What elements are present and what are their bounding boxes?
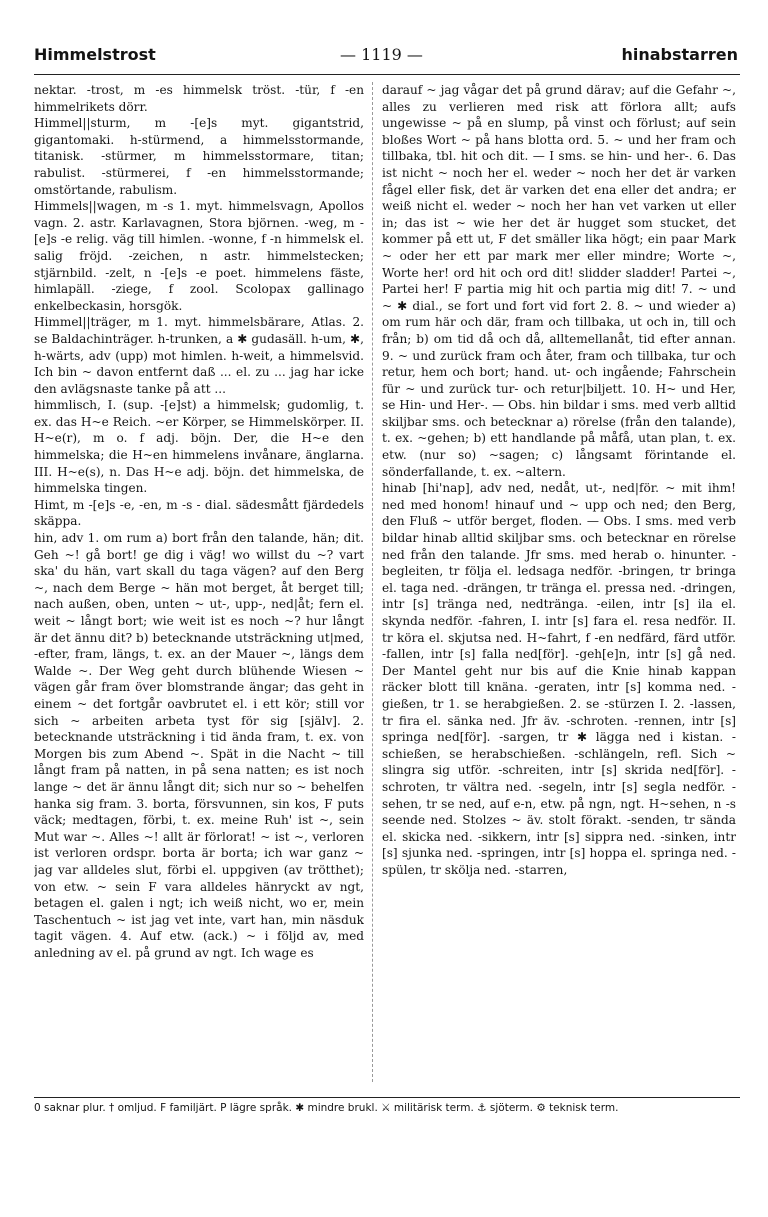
right-column [382,82,736,1082]
header-rule [34,74,740,75]
header-right-headword: hinabstarren [621,45,738,64]
entry: hinab [hi'nap], adv ned, nedåt, ut-, ned|för. ~ mit ihm! ned med honom! hinauf und ~ upp och ned; den Berg, den Fluß ~ utför berget, floden. — Obs. I sms. med verb bildar hinab alltid skiljbar sms. och betecknar en rörelse ned från den talande. Jfr sms. med herab o. hinunter. -begleiten, tr följa el. ledsaga nedför. -bringen, tr bringa el. taga ned. -drängen, tr tränga el. pressa ned. -dringen, intr [s] tränga ned, nedtränga. -eilen, intr [s] ila el. skynda nedför. -fahren, I. intr [s] fara el. resa nedför. II. tr köra el. skjutsa ned. H~fahrt, f -en nedfärd, färd utför. -fallen, intr [s] falla ned[för]. -geh[e]n, intr [s] gå ned. Der Mantel geht nur bis auf die Knie hinab kappan räcker blott till knäna. -geraten, intr [s] komma ned. -gießen, tr 1. se herabgießen. 2. se -stürzen I. 2. -lassen, tr fira el. sänka ned. Jfr äv. -schroten. -rennen, intr [s] springa ned[för]. -sargen, tr ✱ lägga ned i kistan. -schießen, se herabschießen. -schlängeln, refl. Sich ~ slingra sig utför. -schreiten, intr [s] skrida ned[för]. -schroten, tr vältra ned. -segeln, intr [s] segla nedför. -sehen, tr se ned, auf e-n, etw. på ngn, ngt. H~sehen, n -s seende ned. Stolzes ~ äv. stolt förakt. -senden, tr sända el. skicka ned. -sikkern, intr [s] sippra ned. -sinken, intr [s] sjunka ned. -springen, intr [s] hoppa el. springa ned. -spülen, tr skölja ned. -starren, [382,481,736,877]
entry: Himmels||wagen, m -s 1. myt. himmelsvagn, Apollos vagn. 2. astr. Karlavagnen, Stora björnen. -weg, m -[e]s -e relig. väg till himlen. -wonne, f -n himmelsk el. salig fröjd. -zeichen, n astr. himmelstecken; stjärnbild. -zelt, n -[e]s -e poet. himmelens fäste, himlapäll. -ziege, f zool. Scolopax gallinago enkelbeckasin, horsgök. [34,199,364,313]
page-header [34,41,738,71]
page-number: — 1119 — [340,45,423,64]
entry: hin, adv 1. om rum a) bort från den talande, hän; dit. Geh ~! gå bort! ge dig i väg! wo willst du ~? vart ska' du hän, vart skall du taga vägen? auf den Berg ~, nach dem Berge ~ hän mot berget, åt berget till; nach außen, oben, unten ~ ut-, upp-, ned|åt; fern el. weit ~ långt bort; wie weit ist es noch ~? hur långt är det ännu dit? b) betecknande utsträckning ut|med, -efter, fram, längs, t. ex. an der Mauer ~, längs dem Walde ~. Der Weg geht durch blühende Wiesen ~ vägen går fram över blomstrande ängar; das geht in einem ~ det fortgår oavbrutet el. i ett kör; still vor sich ~ arbeiten arbeta tyst för sig [själv]. 2. betecknande utsträckning i tid ända fram, t. ex. von Morgen bis zum Abend ~. Spät in die Nacht ~ till långt fram på natten, in på sena natten; es ist noch lange ~ det är ännu långt dit; sich nur so ~ behelfen hanka sig fram. 3. borta, försvunnen, sin kos, F puts väck; medtagen, förbi, t. ex. meine Ruh' ist ~, sein Mut war ~. Alles ~! allt är förlorat! ~ ist ~, verloren ist verloren ordspr. borta är borta; ich war ganz ~ jag var alldeles slut, förbi el. uppgiven (av trötthet); von etw. ~ sein F vara alldeles hänryckt av ngt, betagen el. galen i ngt; ich weiß nicht, wo er, mein Taschentuch ~ ist jag vet inte, vart han, min näsduk tagit vägen. 4. Auf etw. (ack.) ~ i följd av, med anledning av el. på grund av ngt. Ich wage es [34,531,364,960]
abbreviation-legend: 0 saknar plur. † omljud. F familjärt. P lägre språk. ✱ mindre brukl. ⚔ militärisk term. ⚓ sjöterm. ⚙ teknisk term. [34,1102,619,1114]
entry: Himt, m -[e]s -e, -en, m -s - dial. sädesmått fjärdedels skäppa. [34,497,364,529]
header-left-headword: Himmelstrost [34,45,156,64]
entry: Himmel||träger, m 1. myt. himmelsbärare, Atlas. 2. se Baldachinträger. h-trunken, a ✱ gudasäll. h-um, ✱, h-wärts, adv (upp) mot himlen. h-weit, a himmelsvid. Ich bin ~ davon entfernt daß ... el. zu ... jag har icke den avlägsnaste tanke på att ... [34,315,364,396]
left-column [34,82,364,1082]
entry: Himmel||sturm, m -[e]s myt. gigantstrid, gigantomaki. h-stürmend, a himmelsstormande, titanisk. -stürmer, m himmelsstormare, titan; rabulist. -stürmerei, f -en himmelsstormande; omstörtande, rabulism. [34,116,364,197]
entry: nektar. -trost, m -es himmelsk tröst. -tür, f -en himmelrikets dörr. [34,83,364,114]
footer-rule [34,1097,740,1098]
entry: himmlisch, I. (sup. -[e]st) a himmelsk; gudomlig, t. ex. das H~e Reich. ~er Körper, se Himmelskörper. II. H~e(r), m o. f adj. böjn. Der, die H~e den himmelska; die H~en himmelens invånare, änglarna. III. H~e(s), n. Das H~e adj. böjn. det himmelska, de himmelska tingen. [34,398,364,496]
column-divider [372,82,373,1082]
entry: darauf ~ jag vågar det på grund därav; auf die Gefahr ~, alles zu verlieren med risk att förlora allt; aufs ungewisse ~ på en slump, på vinst och förlust; auf sein bloßes Wort ~ på hans blotta ord. 5. ~ und her fram och tillbaka, tbl. hit och dit. — I sms. se hin- und her-. 6. Das ist nicht ~ noch her el. weder ~ noch her det är varken fågel eller fisk, det är varken det ena eller det andra; er weiß nicht el. weder ~ noch her han vet varken ut eller in; das ist ~ wie her det är hugget som stucket, det kommer på ett ut, F det smäller lika högt; ein paar Mark ~ oder her ett par mark mer eller mindre; Worte ~, Worte her! ord hit och ord dit! slidder sladder! Partei ~, Partei her! F partia mig hit och partia mig dit! 7. ~ und ~ ✱ dial., se fort und fort vid fort 2. 8. ~ und wieder a) om rum här och där, fram och tillbaka, ut och in, till och från; b) om tid då och då, alltemellanåt, tid efter annan. 9. ~ und zurück fram och åter, fram och tillbaka, tur och retur, hem och bort; hand. ut- och ingående; Fahrschein für ~ und zurück tur- och retur|biljett. 10. H~ und Her, se Hin- und Her-. — Obs. hin bildar i sms. med verb alltid skiljbar sms. och betecknar a) rörelse (från den talande), t. ex. ~gehen; b) ett handlande på måfå, utan plan, t. ex. etw. (nur so) ~sagen; c) långsamt förintande el. sönderfallande, t. ex. ~altern. [382,83,736,479]
